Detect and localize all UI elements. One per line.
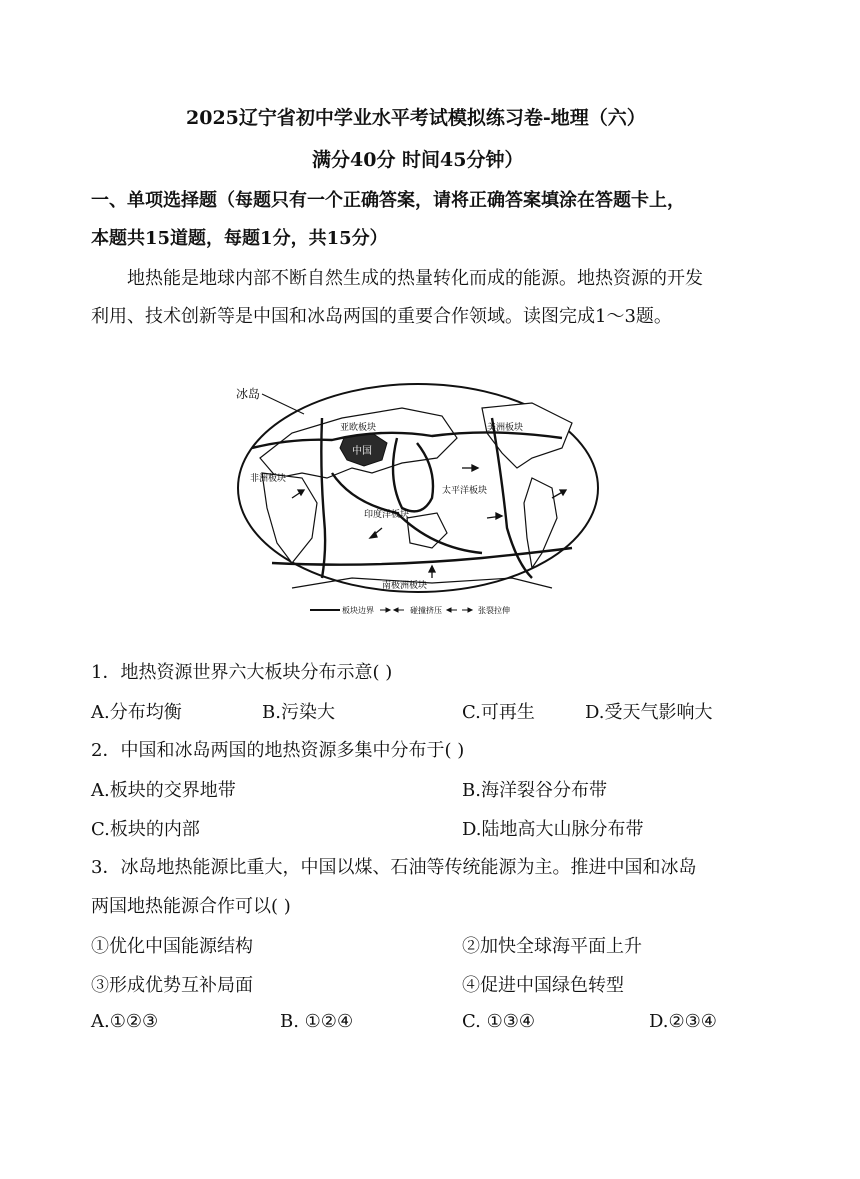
- iceland-pointer-line: [262, 394, 304, 414]
- label-china: 中国: [352, 446, 372, 457]
- q2-option-a[interactable]: A.板块的交界地带: [91, 780, 236, 801]
- question-3-stem-line1: 3．冰岛地热能源比重大，中国以煤、石油等传统能源为主。推进中国和冰岛: [91, 857, 697, 878]
- q3-statement-4: ④促进中国绿色转型: [462, 975, 624, 996]
- legend-boundary-label: 板块边界: [342, 606, 374, 615]
- section-heading-line2: 本题共15道题，每题1分，共15分）: [91, 228, 388, 249]
- q3-option-a[interactable]: A.①②③: [91, 1011, 159, 1032]
- plate-map-figure: [232, 378, 604, 623]
- q2-option-d[interactable]: D.陆地高大山脉分布带: [462, 819, 644, 840]
- question-2-stem: 2．中国和冰岛两国的地热资源多集中分布于( ): [91, 740, 465, 761]
- legend-collision-label: 碰撞挤压: [410, 606, 442, 615]
- question-3-stem-line2: 两国地热能源合作可以( ): [91, 896, 291, 917]
- page-subtitle: 满分40分 时间45分钟）: [312, 149, 524, 171]
- label-indian-plate: 印度洋板块: [364, 510, 410, 520]
- question-1-stem: 1．地热资源世界六大板块分布示意( ): [91, 662, 393, 683]
- legend-tension-arrows: [447, 608, 472, 612]
- label-antarctic-plate: 南极洲板块: [382, 581, 428, 591]
- q1-option-b[interactable]: B.污染大: [262, 702, 335, 723]
- q3-option-c[interactable]: C. ①③④: [462, 1011, 535, 1032]
- label-eurasia-plate: 亚欧板块: [340, 423, 377, 433]
- label-iceland: 冰岛: [236, 387, 261, 401]
- q3-option-d[interactable]: D.②③④: [649, 1011, 717, 1032]
- q3-statement-1: ①优化中国能源结构: [91, 936, 253, 957]
- q2-option-c[interactable]: C.板块的内部: [91, 819, 200, 840]
- label-america-plate: 美洲板块: [487, 423, 524, 433]
- plate-map-svg: [232, 378, 604, 623]
- legend-tension-label: 张裂拉伸: [478, 606, 510, 615]
- intro-line1: 地热能是地球内部不断自然生成的热量转化而成的能源。地热资源的开发: [127, 268, 703, 289]
- section-heading-line1: 一、单项选择题（每题只有一个正确答案，请将正确答案填涂在答题卡上，: [91, 190, 685, 211]
- q3-option-b[interactable]: B. ①②④: [280, 1011, 354, 1032]
- label-pacific-plate: 太平洋板块: [442, 486, 488, 496]
- q3-statement-2: ②加快全球海平面上升: [462, 936, 642, 957]
- q1-option-c[interactable]: C.可再生: [462, 702, 535, 723]
- page-title: 2025辽宁省初中学业水平考试模拟练习卷-地理（六）: [186, 107, 646, 129]
- label-africa-plate: 非洲板块: [250, 474, 287, 484]
- intro-line2: 利用、技术创新等是中国和冰岛两国的重要合作领域。读图完成1～3题。: [91, 306, 672, 327]
- q1-option-d[interactable]: D.受天气影响大: [585, 702, 713, 723]
- legend-collision-arrows: [380, 608, 404, 612]
- q3-statement-3: ③形成优势互补局面: [91, 975, 253, 996]
- q2-option-b[interactable]: B.海洋裂谷分布带: [462, 780, 607, 801]
- q1-option-a[interactable]: A.分布均衡: [91, 702, 182, 723]
